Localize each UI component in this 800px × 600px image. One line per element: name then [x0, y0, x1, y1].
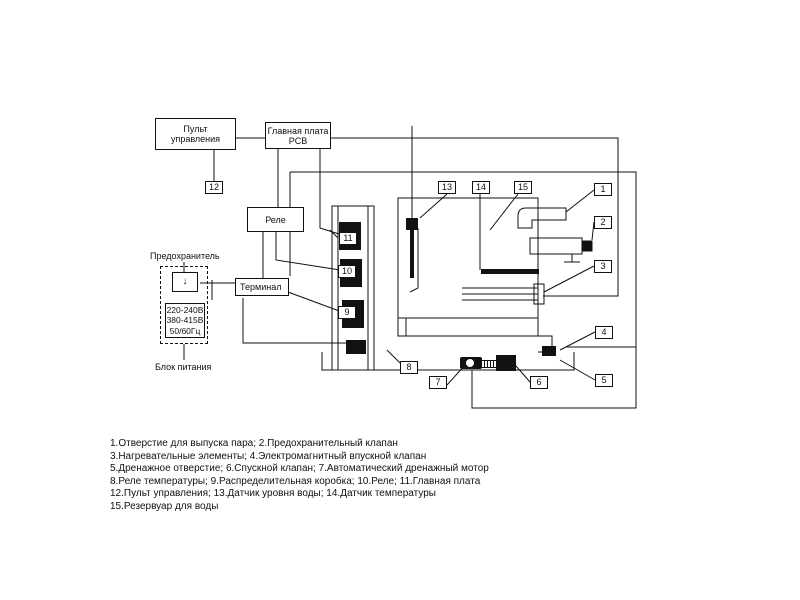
tag-11: 11 [339, 232, 357, 245]
tag-1: 1 [594, 183, 612, 196]
tag-8: 8 [400, 361, 418, 374]
main-board-block [265, 122, 331, 149]
fuse-label: Предохранитель [150, 251, 220, 261]
main-board-label-2: PCB [288, 135, 308, 146]
terminal-block [235, 278, 289, 296]
legend-line: 15.Резервуар для воды [110, 500, 219, 512]
wire-relay-relay10 [276, 232, 340, 270]
terminal-label: Терминал [240, 282, 282, 292]
relay-block [247, 207, 304, 232]
legend-line: 3.Нагревательные элементы; 4.Электромагнитный впускной клапан [110, 450, 427, 462]
drain-valve-6 [496, 355, 516, 371]
water-level-sensor-13 [406, 218, 418, 230]
voltage-1: 220-240В [166, 304, 204, 315]
control-panel-block [155, 118, 236, 150]
tag-6: 6 [530, 376, 548, 389]
wire-temp-tag [387, 350, 400, 363]
water-level-sensor-rod [410, 230, 414, 278]
tag-2: 2 [594, 216, 612, 229]
power-supply-label: Блок питания [155, 362, 212, 372]
fuse-block [172, 272, 198, 292]
steam-outlet-pipe [518, 208, 566, 228]
wire-board-relay11 [320, 149, 339, 234]
tag-7: 7 [429, 376, 447, 389]
legend-line: 5.Дренажное отверстие; 6.Спускной клапан; 7.Автоматический дренажный мотор [110, 463, 489, 474]
wire-top-loop [330, 138, 618, 296]
voltage-block [165, 303, 205, 338]
fuse-arrow-icon: ↓ [182, 276, 188, 287]
control-panel-label: Пульт управления [170, 124, 221, 144]
tag-15: 15 [514, 181, 532, 194]
drain-motor-rotor [466, 359, 474, 367]
inlet-valve-4 [542, 346, 556, 356]
tag-13: 13 [438, 181, 456, 194]
temperature-relay-8 [346, 340, 366, 354]
legend-line: 1.Отверстие для выпуска пара; 2.Предохранительный клапан [110, 438, 398, 449]
drain-spring [482, 360, 496, 368]
frequency: 50/60Гц [169, 325, 201, 336]
water-tank [398, 198, 538, 336]
wire-terminal-junction [288, 292, 342, 312]
relay-label: Реле [265, 214, 286, 225]
wire-terminal-temp [243, 298, 346, 343]
tag-12: 12 [205, 181, 223, 194]
tag-5: 5 [595, 374, 613, 387]
main-board-label-1: Главная плата [267, 125, 329, 136]
tag-3: 3 [594, 260, 612, 273]
tag-9: 9 [338, 306, 356, 319]
tag-10: 10 [338, 265, 356, 278]
tag-14: 14 [472, 181, 490, 194]
legend-line: 12.Пульт управления; 13.Датчик уровня воды; 14.Датчик температуры [110, 488, 436, 499]
tag-4: 4 [595, 326, 613, 339]
temperature-sensor-14 [481, 269, 539, 274]
legend [110, 438, 489, 513]
legend-line: 8.Реле температуры; 9.Распределительная коробка; 10.Реле; 11.Главная плата [110, 475, 481, 487]
voltage-2: 380-415В [166, 315, 204, 326]
